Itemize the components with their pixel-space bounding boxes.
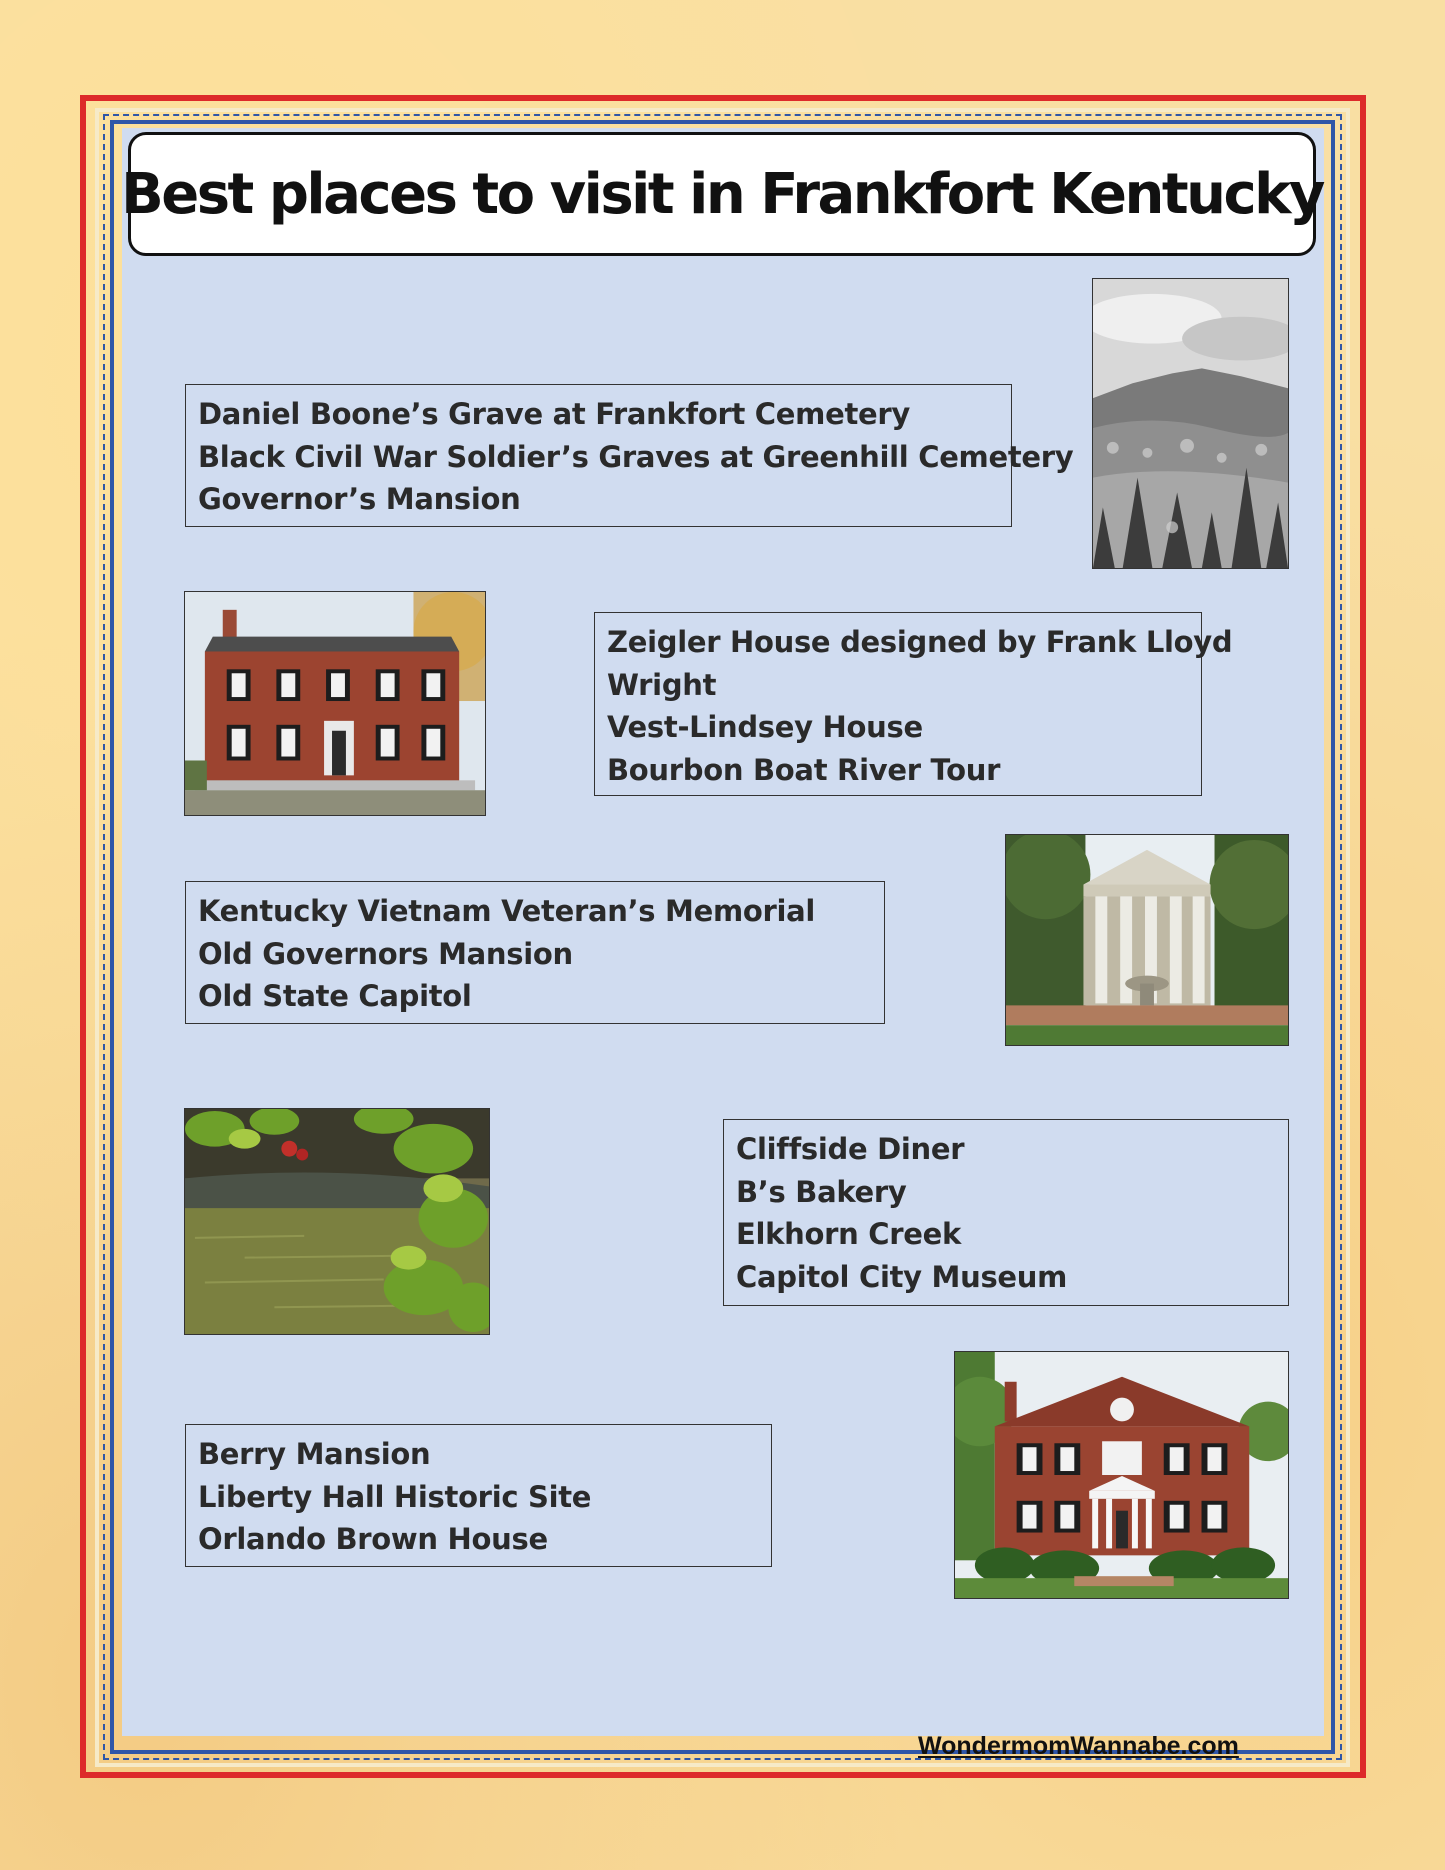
title-banner: [121, 132, 1323, 256]
list-item: Bourbon Boat River Tour: [607, 752, 1001, 787]
places-list-5: [185, 1424, 772, 1567]
list-item: Daniel Boone’s Grave at Frankfort Cemetery: [198, 397, 910, 431]
mansion-photo: [954, 1351, 1289, 1599]
places-list-2: [594, 612, 1233, 796]
list-item: Orlando Brown House: [198, 1522, 548, 1556]
mountain-photo: [1092, 278, 1289, 569]
places-list-4: [723, 1119, 1289, 1306]
list-item: Old Governors Mansion: [198, 936, 573, 971]
capitol-photo: [1005, 834, 1289, 1046]
page-title: Best places to visit in Frankfort Kentucky: [121, 161, 1323, 227]
list-item: Elkhorn Creek: [736, 1217, 961, 1251]
list-item: Governor’s Mansion: [198, 482, 521, 516]
footer-site-link[interactable]: WondermomWannabe.com: [918, 1732, 1239, 1760]
places-list-1: [185, 384, 1074, 527]
creek-photo: [184, 1108, 490, 1335]
list-item: Capitol City Museum: [736, 1259, 1068, 1294]
brick-house-photo: [184, 591, 486, 816]
list-item: Black Civil War Soldier’s Graves at Greenhill Cemetery: [198, 439, 1074, 474]
list-item: Wright: [607, 667, 717, 702]
list-item: B’s Bakery: [736, 1174, 907, 1209]
list-item: Cliffside Diner: [736, 1132, 965, 1166]
list-item: Zeigler House designed by Frank Lloyd: [607, 625, 1233, 659]
list-item: Liberty Hall Historic Site: [198, 1479, 592, 1514]
list-item: Berry Mansion: [198, 1437, 431, 1471]
list-item: Old State Capitol: [198, 979, 472, 1013]
list-item: Kentucky Vietnam Veteran’s Memorial: [198, 894, 816, 928]
list-item: Vest-Lindsey House: [607, 710, 923, 744]
places-list-3: [185, 881, 885, 1024]
